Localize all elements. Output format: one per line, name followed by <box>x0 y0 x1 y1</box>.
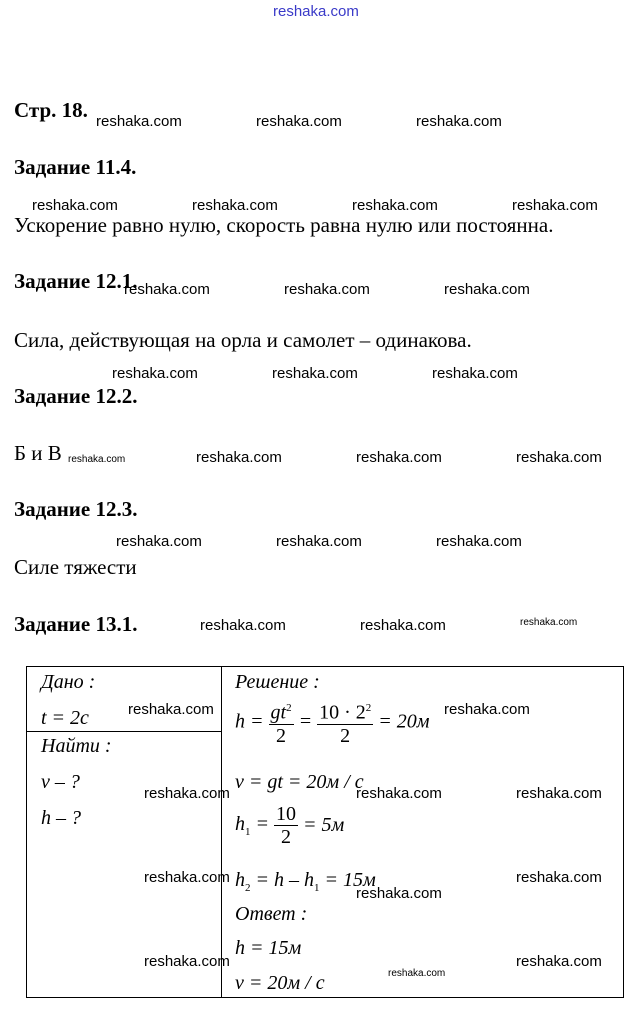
task-title-12-2: Задание 12.2. <box>14 384 138 408</box>
watermark: reshaka.com <box>356 785 442 802</box>
find-label: Найти : <box>41 735 112 757</box>
column-divider <box>221 667 222 997</box>
watermark: reshaka.com <box>360 617 446 634</box>
watermark: reshaka.com <box>144 869 230 886</box>
answer-h: h = 15м <box>235 937 302 959</box>
watermark: reshaka.com <box>352 197 438 214</box>
watermark: reshaka.com <box>436 533 522 550</box>
watermark: reshaka.com <box>144 785 230 802</box>
watermark: reshaka.com <box>124 281 210 298</box>
watermark: reshaka.com <box>388 968 446 979</box>
watermark: reshaka.com <box>144 953 230 970</box>
solution-table <box>26 666 624 998</box>
find-v: v – ? <box>41 771 80 793</box>
site-header-link[interactable]: reshaka.com <box>273 3 359 20</box>
watermark: reshaka.com <box>68 454 126 465</box>
solution-label: Решение : <box>235 671 320 693</box>
find-h: h – ? <box>41 807 81 829</box>
watermark: reshaka.com <box>276 533 362 550</box>
task-answer-12-1: Сила, действующая на орла и самолет – одинакова. <box>14 328 472 352</box>
watermark: reshaka.com <box>520 617 578 628</box>
watermark: reshaka.com <box>432 365 518 382</box>
task-title-12-1: Задание 12.1. <box>14 269 138 293</box>
watermark: reshaka.com <box>516 953 602 970</box>
given-value: t = 2c <box>41 707 89 729</box>
watermark: reshaka.com <box>256 113 342 130</box>
watermark: reshaka.com <box>444 701 530 718</box>
task-title-13-1: Задание 13.1. <box>14 612 138 636</box>
watermark: reshaka.com <box>516 785 602 802</box>
watermark: reshaka.com <box>200 617 286 634</box>
h2-formula: $h_2 = h - h_1 = 15м$ <box>235 869 376 894</box>
watermark: reshaka.com <box>444 281 530 298</box>
watermark: reshaka.com <box>272 365 358 382</box>
h1-formula: $h_1$ = $\frac{10}{2}$ = 5м <box>235 803 345 848</box>
h-formula: h = $\frac{gt^2}{2}$ = $\frac{10 \cdot 2^2}{2}$ = 20м <box>235 697 430 747</box>
page-label: Стр. 18. <box>14 98 88 122</box>
watermark: reshaka.com <box>356 885 442 902</box>
watermark: reshaka.com <box>96 113 182 130</box>
h-fraction-numeric: $\frac{10 \cdot 2^2}{2}$ <box>317 697 373 747</box>
watermark: reshaka.com <box>516 449 602 466</box>
task-title-12-3: Задание 12.3. <box>14 497 138 521</box>
given-label: Дано : <box>41 671 96 693</box>
watermark: reshaka.com <box>356 449 442 466</box>
watermark: reshaka.com <box>512 197 598 214</box>
h1-fraction: $\frac{10}{2}$ <box>276 803 296 848</box>
watermark: reshaka.com <box>516 869 602 886</box>
watermark: reshaka.com <box>32 197 118 214</box>
watermark: reshaka.com <box>284 281 370 298</box>
task-title-11-4: Задание 11.4. <box>14 155 137 179</box>
watermark: reshaka.com <box>416 113 502 130</box>
task-answer-12-3: Силе тяжести <box>14 555 137 579</box>
answer-label: Ответ : <box>235 903 308 925</box>
watermark: reshaka.com <box>116 533 202 550</box>
h-fraction-symbolic: $\frac{gt^2}{2}$ <box>269 697 294 747</box>
task-answer-11-4: Ускорение равно нулю, скорость равна нулю или постоянна. <box>14 213 554 237</box>
watermark: reshaka.com <box>112 365 198 382</box>
answer-v: v = 20м / с <box>235 972 325 994</box>
v-formula: v = gt = 20м / с <box>235 771 364 793</box>
watermark: reshaka.com <box>128 701 214 718</box>
task-answer-12-2: Б и В <box>14 441 62 465</box>
watermark: reshaka.com <box>196 449 282 466</box>
given-divider <box>27 731 221 732</box>
watermark: reshaka.com <box>192 197 278 214</box>
